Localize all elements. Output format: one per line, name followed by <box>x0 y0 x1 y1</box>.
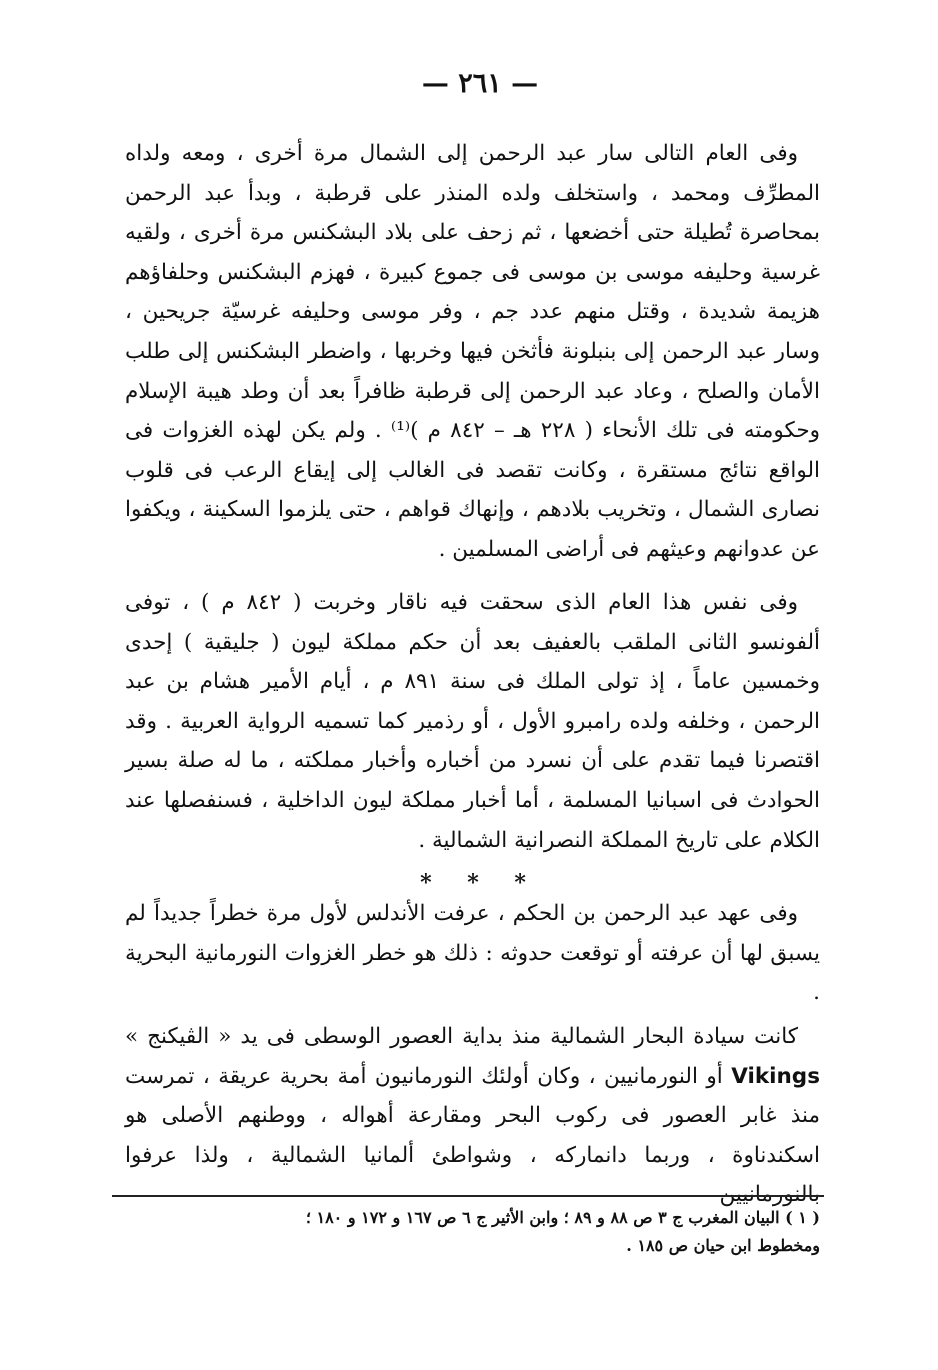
paragraph-norman-threat <box>125 894 820 1013</box>
footnote <box>130 1204 820 1260</box>
paragraph-text: وفى نفس هذا العام الذى سحقت فيه ناقار وخربت ( ٨٤٢ م ) ، توفى ألفونسو الثانى الملقب بالعفيف بعد أن حكم مملكة ليون ( جليقية ) إحدى وخمسين عاماً ، إذ تولى الملك فى سنة ٨٩١ م ، أيام الأمير هشام بن عبد الرحمن ، وخلفه ولده رامبرو الأول ، أو رذمير كما تسميه الرواية العربية . وقد اقتصرنا فيما تقدم على أن نسرد من أخباره وأخبار مملكته ، ما له صلة بسير الحوادث فى اسبانيا المسلمة ، أما أخبار مملكة ليون الداخلية ، فسنفصلها عند الكلام على تاريخ المملكة النصرانية الشمالية . <box>125 590 820 853</box>
section-separator: * * * <box>420 870 540 896</box>
footnote-divider <box>112 1195 824 1197</box>
vikings-latin-term: Vikings <box>731 1063 820 1089</box>
paragraph-text: وفى عهد عبد الرحمن بن الحكم ، عرفت الأندلس لأول مرة خطراً جديداً لم يسبق لها أن عرفته أو توقعت حدوثه : ذلك هو خطر الغزوات النورمانية البحرية . <box>125 901 820 1006</box>
paragraph-text: وفى العام التالى سار عبد الرحمن إلى الشمال مرة أخرى ، ومعه ولداه المطرِّف ومحمد ، واستخلف ولده المنذر على قرطبة ، وبدأ عبد الرحمن بمحاصرة تُطيلة حتى أخضعها ، ثم زحف على بلاد البشكنس مرة أخرى ، ولقيه غرسية وحليفه موسى بن موسى فى جموع كبيرة ، فهزم البشكنس وحلفاؤهم هزيمة شديدة ، وقتل منهم عدد جم ، وفر موسى وحليفه غرسيّة جريحين ، وسار عبد الرحمن إلى بنبلونة فأثخن فيها وخربها ، واضطر البشكنس إلى طلب الأمان والصلح ، وعاد عبد الرحمن إلى قرطبة ظافراً بعد أن وطد هيبة الإسلام وحكومته فى تلك الأنحاء ( ٢٢٨ هـ – ٨٤٢ م )⁽¹⁾ . ولم يكن لهذه الغزوات فى الواقع نتائج مستقرة ، وكانت تقصد فى الغالب إلى إيقاع الرعب فى قلوب نصارى الشمال ، وتخريب بلادهم ، وإنهاك قواهم ، حتى يلزموا السكينة ، ويكفوا عن عدوانهم وعيثهم فى أراضى المسلمين . <box>125 141 821 562</box>
paragraph-vikings <box>125 1017 820 1215</box>
paragraph-campaign-north <box>125 134 820 570</box>
paragraph-text-start: كانت سيادة البحار الشمالية منذ بداية العصور الوسطى فى يد « الڤيكنج » <box>125 1024 798 1049</box>
footnote-line-2: ومخطوط ابن حيان ص ١٨٥ . <box>626 1236 820 1255</box>
footnote-line-1: ( ١ ) البيان المغرب ج ٣ ص ٨٨ و ٨٩ ؛ وابن الأثير ج ٦ ص ١٦٧ و ١٧٢ و ١٨٠ ؛ <box>305 1208 820 1227</box>
paragraph-text <box>125 1017 820 1215</box>
page-number: — ٢٦١ — <box>421 68 539 99</box>
paragraph-text-end: أو النورمانيين ، وكان أولئك النورمانيون أمة بحرية عريقة ، تمرست منذ غابر العصور فى ركوب البحر ومقارعة أهواله ، ووطنهم الأصلى هو اسكندناوة ، وربما دانماركه ، وشواطئ ألمانيا الشمالية ، ولذا عرفوا بالنورمانيين <box>125 1063 820 1208</box>
paragraph-alfonso <box>125 583 820 860</box>
